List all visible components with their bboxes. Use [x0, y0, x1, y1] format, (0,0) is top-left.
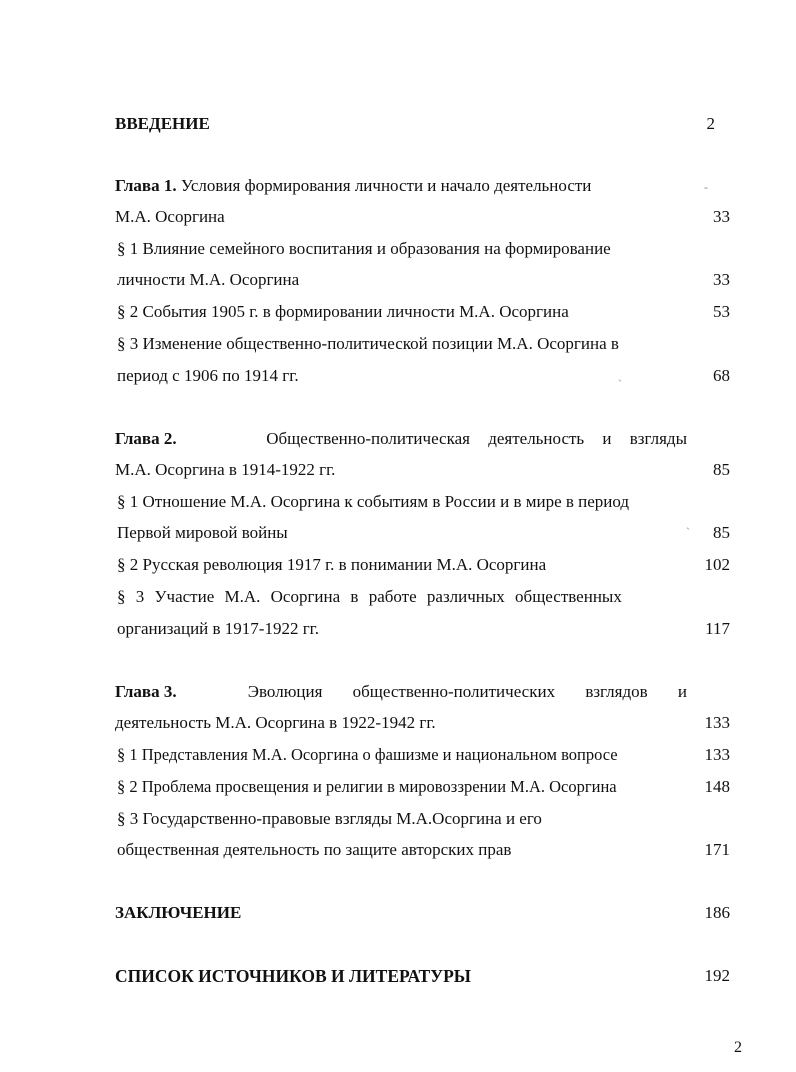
scan-mark: ‐	[704, 180, 708, 194]
ch2-section-1-page: 85	[713, 523, 730, 542]
ch1-section-1: § 1 Влияние семейного воспитания и образования на формирование	[117, 239, 611, 258]
chapter-1-title: Условия формирования личности и начало деятельности	[180, 176, 592, 195]
ch2-section-2-page: 102	[704, 555, 730, 574]
chapter-2-title: Общественно-политическая деятельность и взгляды	[266, 429, 687, 448]
ch3-section-2-page: 148	[704, 777, 730, 796]
chapter-3-title: Эволюция общественно-политических взглядов и	[247, 682, 687, 701]
ch1-section-3-cont: период с 1906 по 1914 гг.	[117, 366, 299, 385]
toc-intro-label: ВВЕДЕНИЕ	[115, 114, 210, 133]
chapter-3-label: Глава 3.	[115, 682, 177, 701]
ch2-section-2: § 2 Русская революция 1917 г. в понимании М.А. Осоргина	[117, 555, 547, 574]
ch2-section-3-cont: организаций в 1917-1922 гг.	[117, 619, 319, 638]
chapter-2-heading	[115, 429, 687, 449]
ch1-section-3: § 3 Изменение общественно-политической позиции М.А. Осоргина в	[117, 334, 619, 353]
chapter-1-page: 33	[713, 207, 730, 226]
ch2-section-3-page: 117	[705, 619, 730, 638]
scan-mark: ˎ	[686, 516, 690, 530]
ch3-section-3-cont: общественная деятельность по защите авторских прав	[117, 840, 512, 859]
ch3-section-2: § 2 Проблема просвещения и религии в мировоззрении М.А. Осоргина	[117, 777, 617, 796]
toc-conclusion-label: ЗАКЛЮЧЕНИЕ	[115, 903, 242, 922]
toc-conclusion-page: 186	[704, 903, 730, 922]
chapter-3-title-cont: деятельность М.А. Осоргина в 1922-1942 гг.	[115, 713, 436, 732]
chapter-2-page: 85	[713, 460, 730, 479]
ch1-section-1-page: 33	[713, 270, 730, 289]
ch3-section-3: § 3 Государственно-правовые взгляды М.А.Осоргина и его	[117, 809, 542, 828]
ch1-section-2: § 2 События 1905 г. в формировании личности М.А. Осоргина	[117, 302, 569, 321]
ch2-section-3-text: § 3 Участие М.А. Осоргина в работе различных общественных	[117, 587, 622, 606]
ch1-section-2-page: 53	[713, 302, 730, 321]
chapter-2-title-cont: М.А. Осоргина в 1914-1922 гг.	[115, 460, 336, 479]
ch3-section-1: § 1 Представления М.А. Осоргина о фашизме и национальном вопросе	[117, 745, 618, 764]
page-number: 2	[734, 1039, 742, 1056]
ch1-section-1-cont: личности М.А. Осоргина	[117, 270, 300, 289]
ch2-section-1-cont: Первой мировой войны	[117, 523, 288, 542]
toc-sources-label: СПИСОК ИСТОЧНИКОВ И ЛИТЕРАТУРЫ	[115, 966, 471, 986]
chapter-1-heading	[115, 176, 591, 196]
toc-intro-page: 2	[706, 114, 715, 133]
ch2-section-1: § 1 Отношение М.А. Осоргина к событиям в России и в мире в период	[117, 492, 630, 511]
chapter-1-label: Глава 1.	[115, 176, 177, 195]
scan-mark: ˎ	[618, 368, 622, 382]
chapter-3-page: 133	[704, 713, 730, 732]
toc-sources-page: 192	[704, 966, 730, 985]
chapter-2-label: Глава 2.	[115, 429, 177, 448]
ch3-section-3-page: 171	[704, 840, 730, 859]
ch1-section-3-page: 68	[713, 366, 730, 385]
chapter-1-title-cont: М.А. Осоргина	[115, 207, 225, 226]
chapter-3-heading	[115, 682, 687, 702]
ch3-section-1-page: 133	[704, 745, 730, 764]
ch2-section-3	[117, 587, 687, 607]
